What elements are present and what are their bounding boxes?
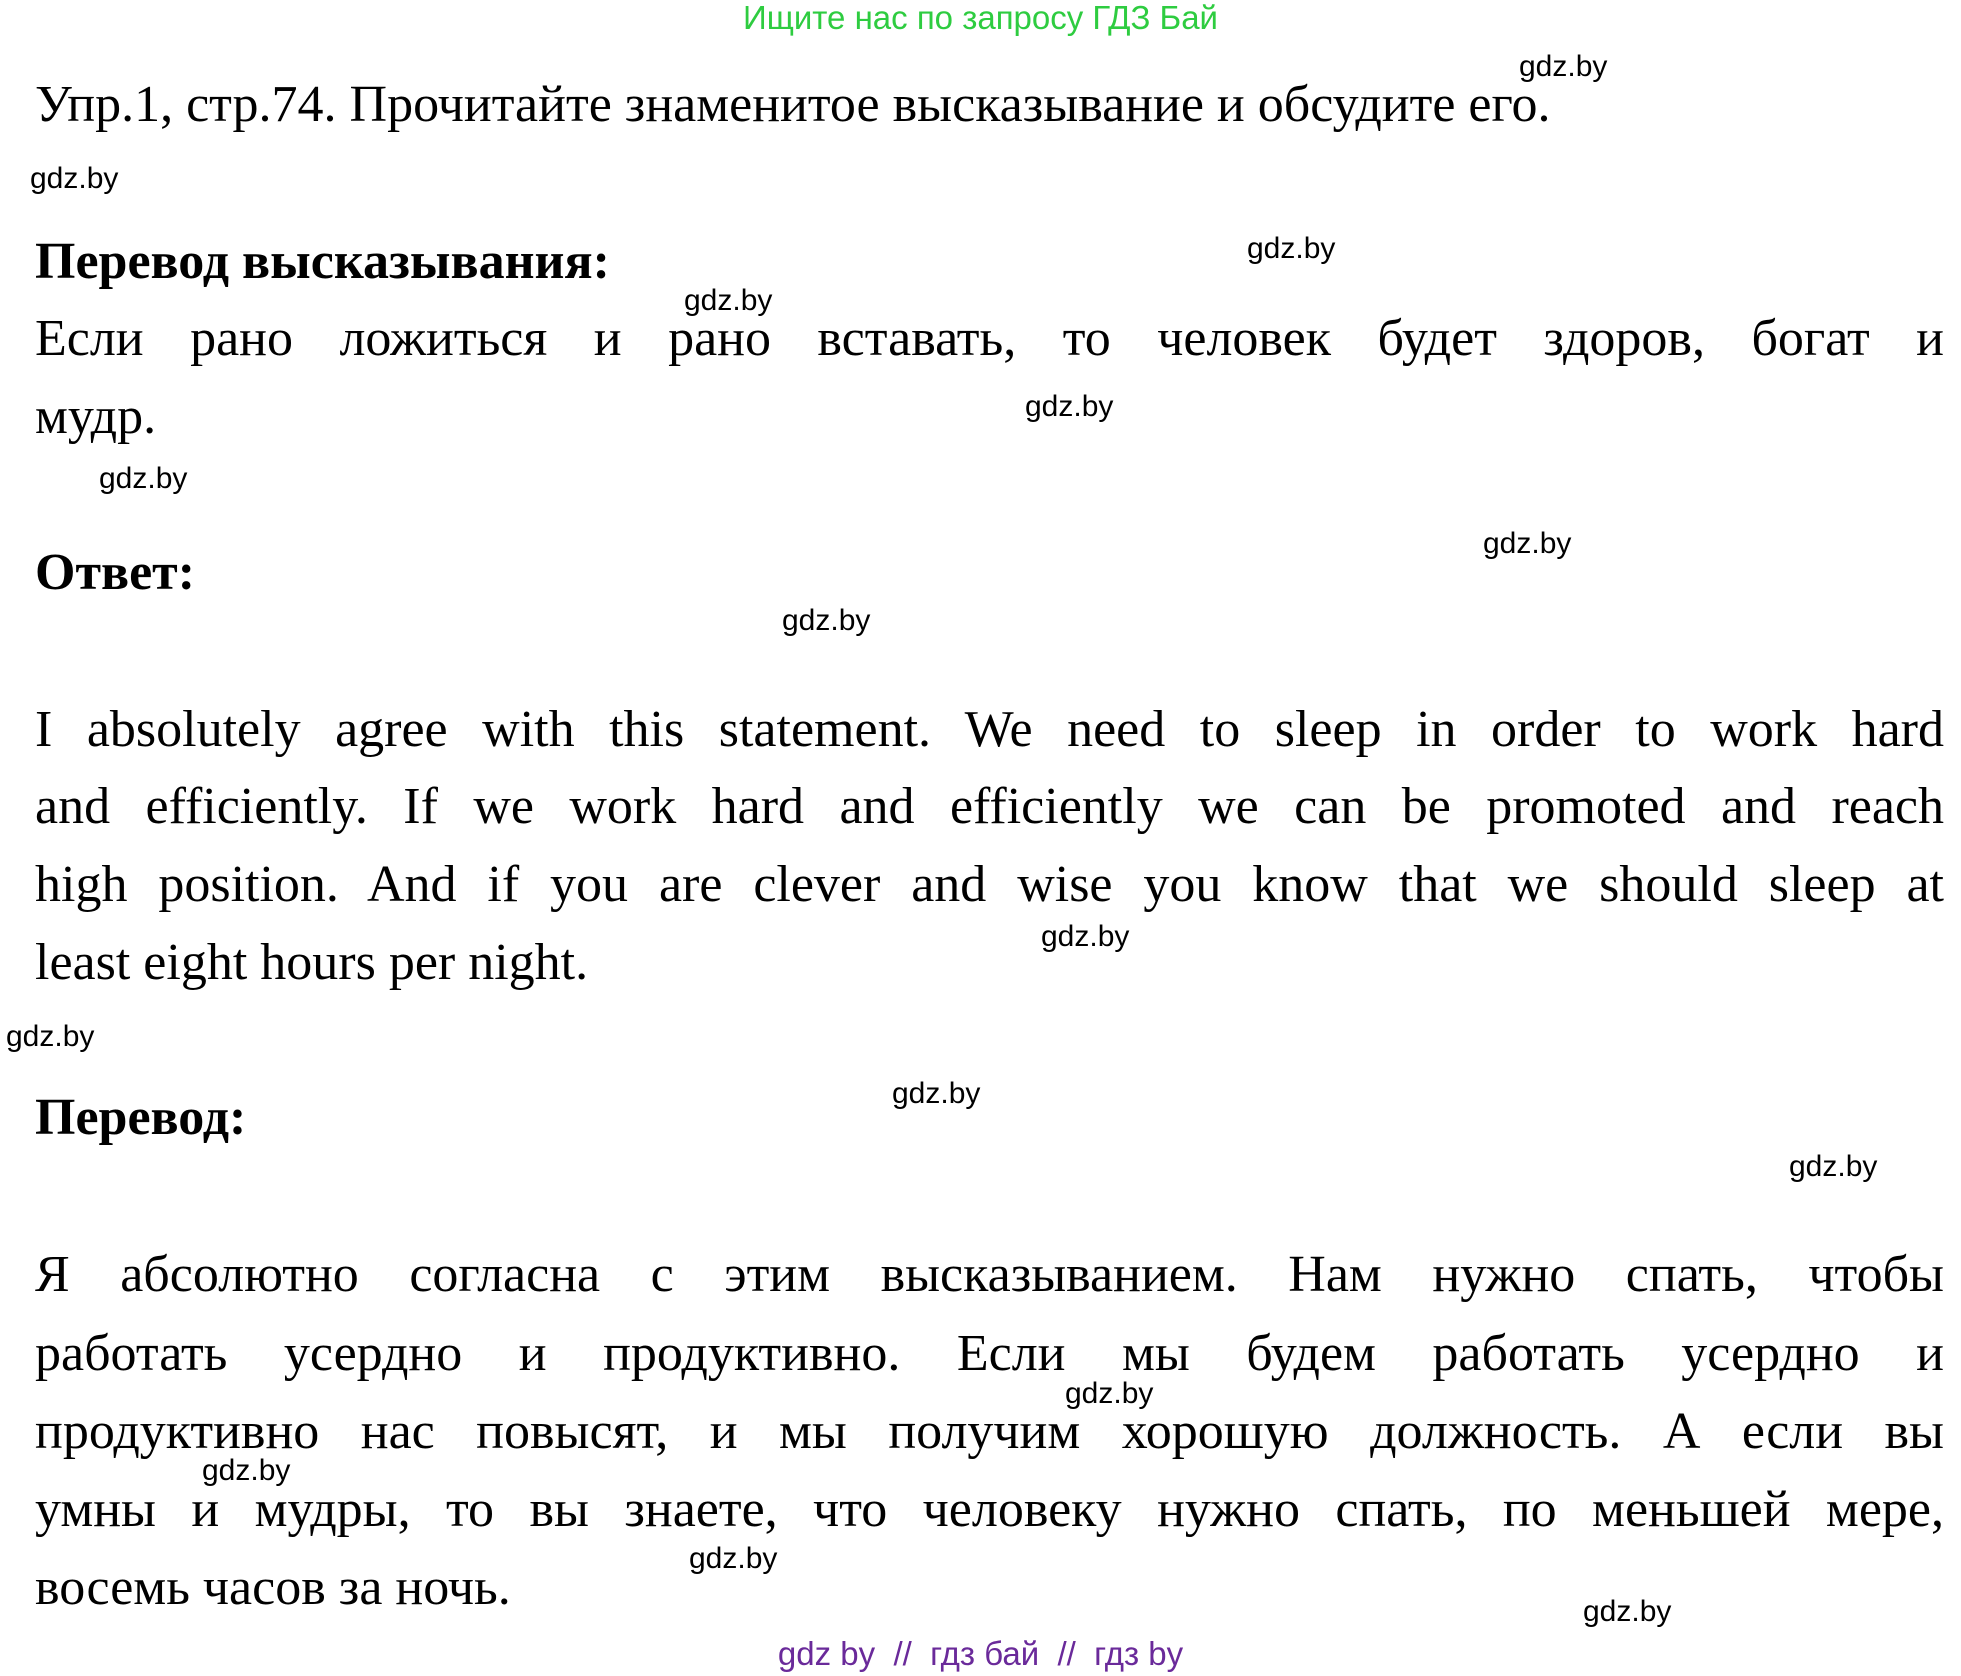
watermark: gdz.by: [99, 462, 188, 495]
watermark: gdz.by: [30, 162, 119, 195]
translation-line: продуктивно нас повысят, и мы получим хорошую должность. А если вы: [35, 1403, 1944, 1460]
quote-heading: Перевод высказывания:: [35, 233, 610, 290]
watermark: gdz.by: [892, 1077, 981, 1110]
watermark: gdz.by: [1519, 50, 1608, 83]
watermark: gdz.by: [1789, 1150, 1878, 1183]
answer-heading: Ответ:: [35, 544, 196, 601]
answer-line: high position. And if you are clever and wise you know that we should sleep at: [35, 856, 1944, 913]
watermark: gdz.by: [684, 284, 773, 317]
answer-line: I absolutely agree with this statement. We need to sleep in order to work hard: [35, 701, 1944, 758]
translation-heading: Перевод:: [35, 1089, 247, 1146]
translation-line: Я абсолютно согласна с этим высказыванием. Нам нужно спать, чтобы: [35, 1246, 1944, 1303]
quote-line: Если рано ложиться и рано вставать, то человек будет здоров, богат и: [35, 310, 1944, 367]
quote-line: мудр.: [35, 388, 157, 445]
translation-line: умны и мудры, то вы знаете, что человеку нужно спать, по меньшей мере,: [35, 1481, 1944, 1538]
translation-line: восемь часов за ночь.: [35, 1559, 511, 1616]
watermark: gdz.by: [1041, 920, 1130, 953]
watermark: gdz.by: [689, 1542, 778, 1575]
watermark: gdz.by: [1065, 1377, 1154, 1410]
translation-line: работать усердно и продуктивно. Если мы будем работать усердно и: [35, 1325, 1944, 1382]
watermark: gdz.by: [1025, 390, 1114, 423]
watermark: gdz.by: [1247, 232, 1336, 265]
watermark: gdz.by: [6, 1020, 95, 1053]
answer-line: least eight hours per night.: [35, 934, 589, 991]
answer-line: and efficiently. If we work hard and efficiently we can be promoted and reach: [35, 778, 1944, 835]
watermark: gdz.by: [782, 604, 871, 637]
watermark: gdz.by: [202, 1454, 291, 1487]
exercise-title: Упр.1, стр.74. Прочитайте знаменитое высказывание и обсудите его.: [35, 76, 1551, 133]
watermark: gdz.by: [1483, 527, 1572, 560]
watermark: gdz.by: [1583, 1595, 1672, 1628]
footer-links[interactable]: gdz by // гдз бай // гдз by: [777, 1635, 1184, 1672]
header-banner[interactable]: Ищите нас по запросу ГДЗ Бай: [743, 0, 1218, 36]
